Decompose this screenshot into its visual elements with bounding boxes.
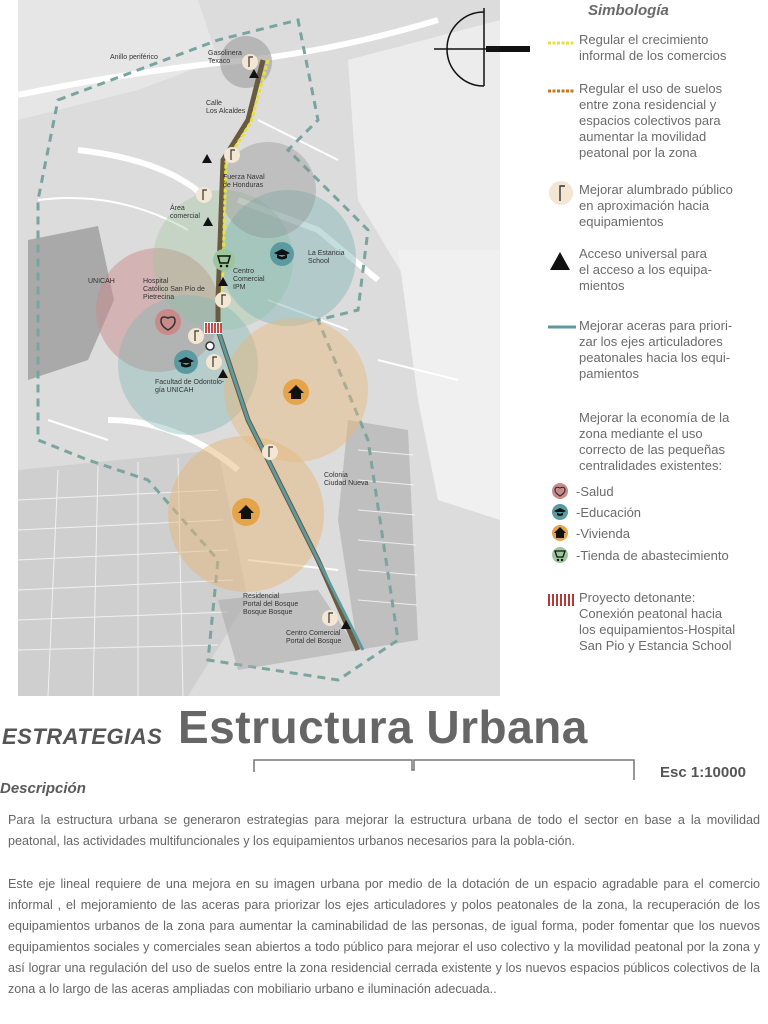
category-vivienda — [552, 523, 630, 543]
sidewalk-line-icon — [548, 324, 576, 330]
label-anillo-periferico: Anillo periférico — [110, 54, 158, 61]
educacion-icon — [552, 504, 568, 520]
educacion-icon — [270, 242, 294, 266]
label-gasolinera: Gasolinera Texaco — [208, 50, 242, 65]
salud-icon — [552, 483, 568, 499]
lamp-icon — [322, 610, 338, 626]
label-calle-los-alcaldes: Calle Los Alcaldes — [206, 100, 246, 115]
title-block — [0, 700, 768, 790]
page-title: Estructura Urbana — [178, 701, 588, 753]
land-use-line-icon — [548, 88, 574, 94]
detonante-crossing-icon — [548, 594, 574, 606]
category-educacion — [552, 502, 641, 522]
label-residencial-portal: Residencial Portal del Bosque Bosque Bosque — [243, 593, 299, 616]
detonante-crossing — [204, 322, 222, 334]
category-label: -Salud — [576, 483, 614, 499]
educacion-icon — [174, 350, 198, 374]
description-heading: Descripción — [0, 780, 86, 797]
label-estancia-school: La Estancia School — [308, 250, 345, 265]
lamp-icon — [188, 328, 204, 344]
category-salud — [552, 481, 614, 501]
description-paragraph-2: Este eje lineal requiere de una mejora en su imagen urbana por medio de la dotación de un espacio agradable para el comercio informal , el mejoramiento de las aceras para priorizar los ejes articuladores y polos peatonales de la zona, la recuperación de los equipamientos urbanos de la zona para aumentar la caminabilidad de las personas, de igual forma, poder fomentar que los nuevos equipamientos sociales y comerciales sean abiertos a todo público para mejorar el uso colectivo y la movilidad peatonal por la zona y así lograr una regulación del uso de suelos entre la zona residencial cerrada existente y los nuevos espacios públicos colectivos de la zona a lo largo de las aceras ampliadas con mobiliario urbano e iluminación adecuada.. — [8, 877, 760, 996]
label-hospital: Hospital Católico San Pío de Pietrecina — [143, 278, 205, 301]
legend-item-economy: Mejorar la economía de la zona mediante el uso correcto de las pequeñas centralidades existentes: — [579, 410, 730, 473]
strategies-label: ESTRATEGIAS — [2, 724, 163, 749]
legend-item-commerce: Regular el crecimiento informal de los comercios — [579, 32, 727, 63]
legend-item-detonante: Proyecto detonante: Conexión peatonal hacia los equipamientos-Hospital San Pio y Estancia School — [579, 590, 736, 653]
category-label: -Tienda de abastecimiento — [576, 547, 729, 563]
label-unicah: UNICAH — [88, 278, 115, 285]
label-area-comercial: Área comercial — [170, 205, 200, 220]
node-marker — [206, 342, 214, 350]
lamp-icon — [206, 354, 222, 370]
tienda-icon — [213, 249, 235, 271]
legend-panel — [540, 0, 768, 700]
label-centro-comercial-ipm: Centro Comercial IPM — [233, 268, 265, 291]
lamp-icon — [215, 292, 231, 308]
lamp-icon — [262, 444, 278, 460]
north-arrow-icon — [434, 6, 534, 88]
label-facultad-odontologia: Facultad de Odontolo- gía UNICAH — [155, 379, 225, 394]
legend-item-lighting: Mejorar alumbrado público en aproximación hacia equipamientos — [579, 182, 733, 229]
lamp-icon — [242, 54, 258, 70]
lamp-icon — [548, 180, 574, 206]
access-triangle-icon — [548, 250, 572, 272]
salud-icon — [155, 309, 181, 335]
category-tienda — [552, 545, 729, 565]
scale-label: Esc 1:10000 — [660, 764, 746, 781]
urban-structure-map — [18, 0, 500, 696]
scale-bar — [250, 756, 640, 782]
vivienda-icon — [552, 525, 568, 541]
vivienda-icon — [232, 498, 260, 526]
legend-title: Simbología — [588, 2, 669, 19]
lamp-icon — [196, 187, 212, 203]
label-centro-comercial-portal: Centro Comercial Portal del Bosque — [286, 630, 342, 645]
legend-item-access: Acceso universal para el acceso a los equipa- mientos — [579, 246, 712, 293]
label-fuerza-naval: Fuerza Naval de Honduras — [223, 174, 265, 189]
label-colonia-ciudad-nueva: Colonia Ciudad Nueva — [324, 472, 369, 487]
legend-item-sidewalks: Mejorar aceras para priori- zar los ejes articuladores peatonales hacia los equi- pamientos — [579, 318, 733, 381]
tienda-icon — [552, 547, 568, 563]
legend-item-land-use: Regular el uso de suelos entre zona residencial y espacios colectivos para aumentar la movilidad peatonal por la zona — [579, 81, 723, 160]
lamp-icon — [224, 147, 240, 163]
vivienda-icon — [283, 379, 309, 405]
description-paragraph-1: Para la estructura urbana se generaron estrategias para mejorar la estructura urbana de todo el sector en base a la movilidad peatonal, las actividades multifuncionales y los equipamientos urbanos necesarios para la pobla-ción. — [8, 813, 760, 848]
category-label: -Educación — [576, 504, 642, 520]
category-label: -Vivienda — [576, 525, 630, 541]
map-canvas — [18, 0, 500, 696]
informal-commerce-line-icon — [548, 40, 574, 46]
